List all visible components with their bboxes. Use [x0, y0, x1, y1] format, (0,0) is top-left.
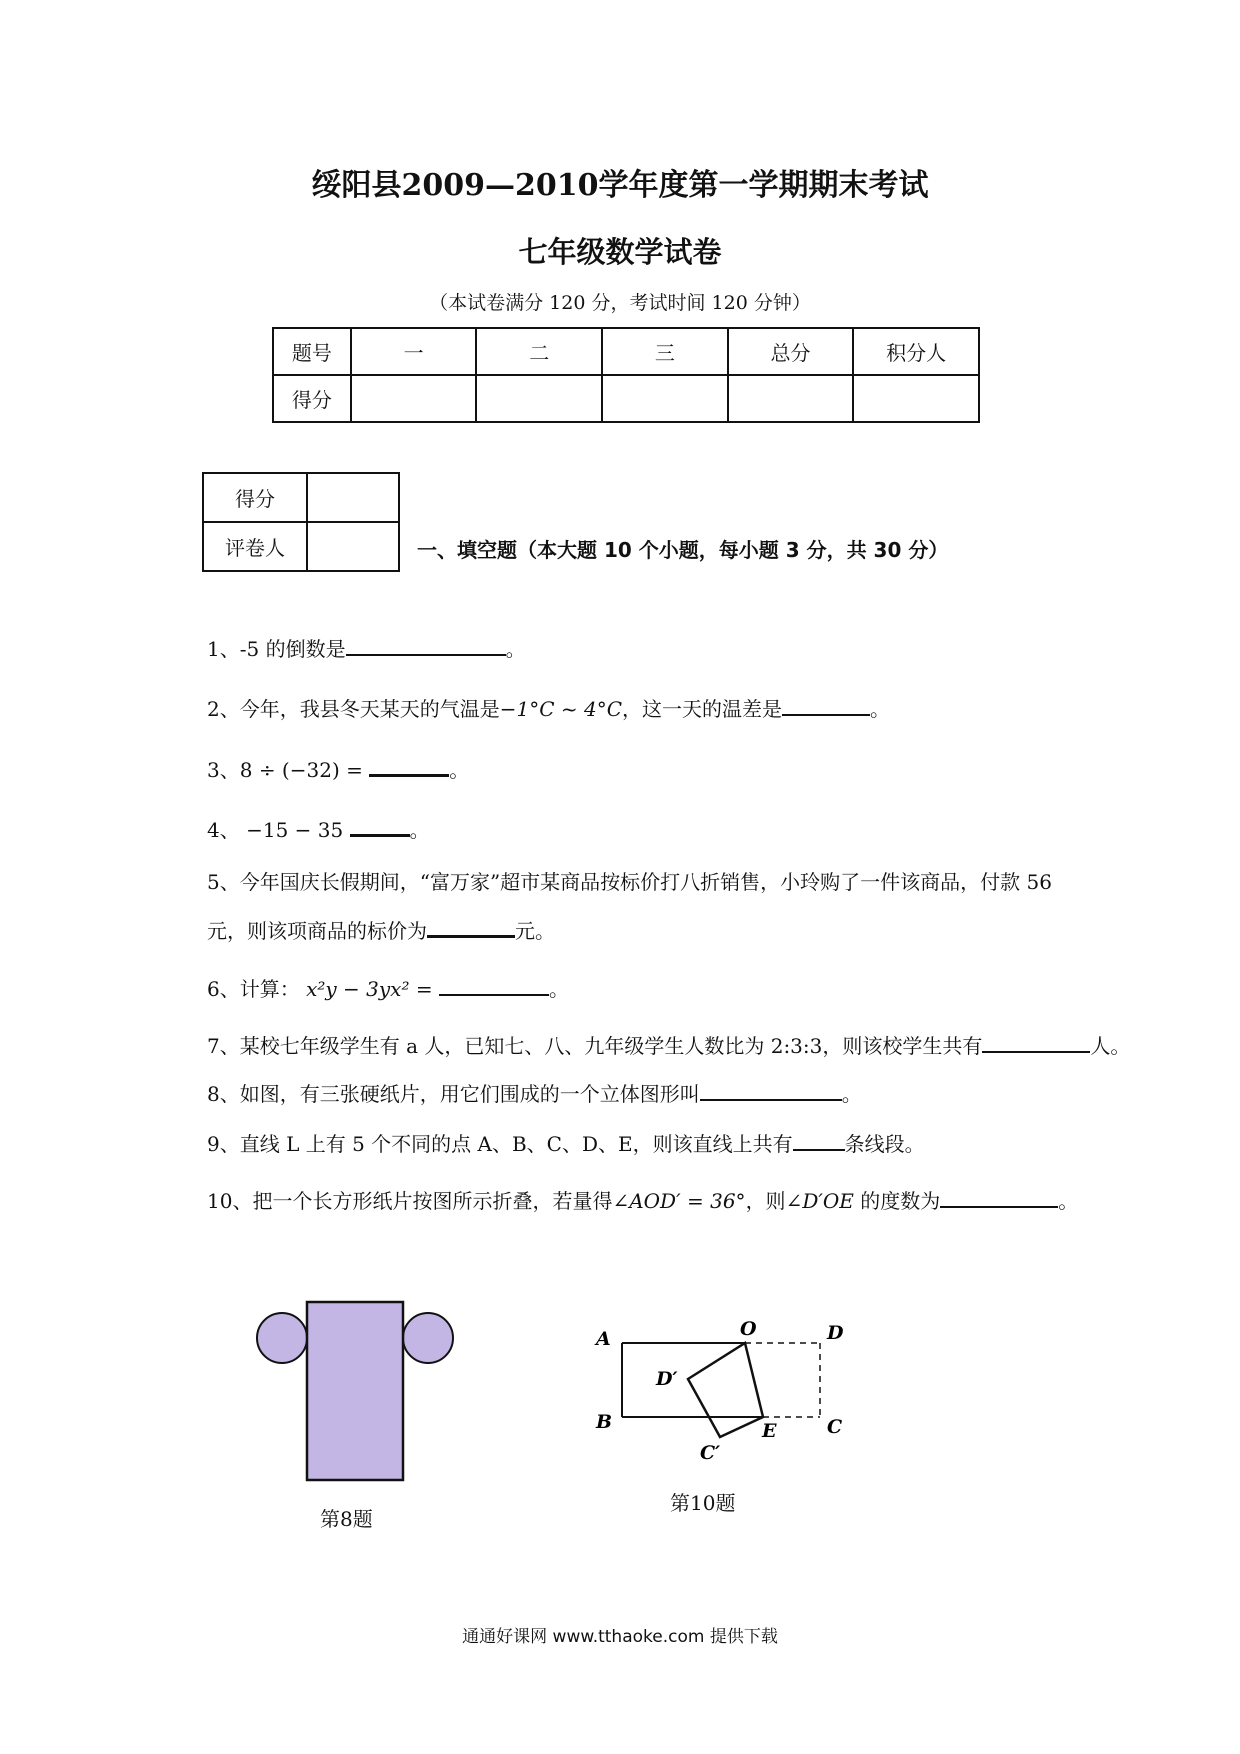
- question-text: 7、某校七年级学生有 a 人，已知七、八、九年级学生人数比为 2:3:3，则该校学生共有: [207, 1034, 983, 1058]
- score-table-header-cell: 二: [476, 328, 602, 375]
- answer-blank[interactable]: [782, 696, 870, 716]
- answer-blank[interactable]: [700, 1081, 842, 1101]
- question-5-line1: 5、今年国庆长假期间，“富万家”超市某商品按标价打八折销售，小玲购了一件该商品，付款 56: [207, 870, 1052, 894]
- score-cell[interactable]: [853, 375, 979, 422]
- question-4: 4、 −15 − 35 。: [207, 818, 430, 842]
- exam-note: （本试卷满分 120 分，考试时间 120 分钟）: [429, 292, 811, 314]
- question-math: x²y − 3yx² =: [306, 977, 433, 1001]
- label-C-prime: C′: [700, 1442, 721, 1464]
- grader-name-label: 评卷人: [203, 522, 307, 571]
- grader-score-label: 得分: [203, 473, 307, 522]
- question-text: 3、: [207, 758, 240, 782]
- label-B: B: [596, 1411, 613, 1433]
- answer-blank[interactable]: [940, 1188, 1058, 1208]
- question-text: 4、: [207, 818, 240, 842]
- exam-title: 绥阳县2009—2010学年度第一学期期末考试: [311, 168, 929, 203]
- question-text: 6、计算：: [207, 977, 300, 1001]
- answer-blank[interactable]: [350, 816, 410, 837]
- figure-8-rectangle: [307, 1302, 403, 1480]
- question-5-line2: 元，则该项商品的标价为 元。: [207, 919, 555, 943]
- figure-8-right-circle: [403, 1313, 453, 1363]
- question-3: 3、8 ÷ (−32) = 。: [207, 758, 470, 782]
- figure-8-caption: 第8题: [320, 1507, 373, 1531]
- score-table-header-cell: 积分人: [853, 328, 979, 375]
- question-2: 2、今年，我县冬天某天的气温是−1°C ~ 4°C，这一天的温差是 。: [207, 697, 891, 721]
- figure-8-left-circle: [257, 1313, 307, 1363]
- figure-8: [250, 1300, 470, 1490]
- question-math: 8 ÷ (−32) =: [239, 758, 363, 782]
- score-table-row-label: 得分: [273, 375, 351, 422]
- grader-score-cell[interactable]: [307, 473, 399, 522]
- question-text: 元，则该项商品的标价为: [207, 919, 427, 943]
- question-math: ∠AOD′ = 36°: [612, 1189, 746, 1213]
- question-math: −15 − 35: [246, 818, 344, 842]
- answer-blank[interactable]: [793, 1131, 845, 1151]
- grader-name-cell[interactable]: [307, 522, 399, 571]
- answer-blank[interactable]: [369, 756, 449, 777]
- label-C: C: [827, 1416, 843, 1438]
- score-cell[interactable]: [351, 375, 477, 422]
- grader-table: [202, 472, 400, 572]
- question-math: ∠D′OE: [785, 1189, 854, 1213]
- question-math: −1°C ~ 4°C: [499, 697, 623, 721]
- label-D: D: [827, 1322, 844, 1344]
- answer-blank[interactable]: [346, 636, 506, 656]
- question-8: 8、如图，有三张硬纸片，用它们围成的一个立体图形叫 。: [207, 1082, 862, 1106]
- score-cell[interactable]: [728, 375, 854, 422]
- question-7: 7、某校七年级学生有 a 人，已知七、八、九年级学生人数比为 2:3:3，则该校学生共有 人。: [207, 1034, 1131, 1058]
- figure-10: [590, 1315, 880, 1475]
- question-text: 9、直线 L 上有 5 个不同的点 A、B、C、D、E，则该直线上共有: [207, 1132, 793, 1156]
- question-9: 9、直线 L 上有 5 个不同的点 A、B、C、D、E，则该直线上共有 条线段。: [207, 1132, 925, 1156]
- section-heading: 一、填空题（本大题 10 个小题，每小题 3 分，共 30 分）: [417, 538, 949, 562]
- question-10: 10、把一个长方形纸片按图所示折叠，若量得∠AOD′ = 36°，则∠D′OE 的度数为 。: [207, 1189, 1079, 1213]
- answer-blank[interactable]: [982, 1033, 1090, 1053]
- label-E: E: [762, 1420, 777, 1442]
- answer-blank[interactable]: [427, 917, 515, 938]
- score-table-header-cell: 三: [602, 328, 728, 375]
- figure-10-caption: 第10题: [670, 1491, 736, 1515]
- exam-subtitle: 七年级数学试卷: [518, 235, 722, 269]
- question-text: 1、-5 的倒数是: [207, 637, 346, 661]
- score-cell[interactable]: [602, 375, 728, 422]
- score-table: [272, 327, 980, 423]
- answer-blank[interactable]: [439, 976, 549, 996]
- question-text: 10、把一个长方形纸片按图所示折叠，若量得: [207, 1189, 613, 1213]
- question-text: 2、今年，我县冬天某天的气温是: [207, 697, 500, 721]
- score-cell[interactable]: [476, 375, 602, 422]
- score-table-header-cell: 题号: [273, 328, 351, 375]
- footer-text: 通通好课网 www.tthaoke.com 提供下载: [462, 1627, 778, 1647]
- question-1: 1、-5 的倒数是 。: [207, 637, 526, 661]
- label-O: O: [740, 1318, 757, 1340]
- score-table-header-cell: 总分: [728, 328, 854, 375]
- score-table-header-cell: 一: [351, 328, 477, 375]
- figure-10-folded-part: [688, 1343, 763, 1437]
- label-A: A: [596, 1328, 611, 1350]
- question-text: 8、如图，有三张硬纸片，用它们围成的一个立体图形叫: [207, 1082, 700, 1106]
- question-6: 6、计算： x²y − 3yx² = 。: [207, 977, 569, 1001]
- label-D-prime: D′: [656, 1368, 678, 1390]
